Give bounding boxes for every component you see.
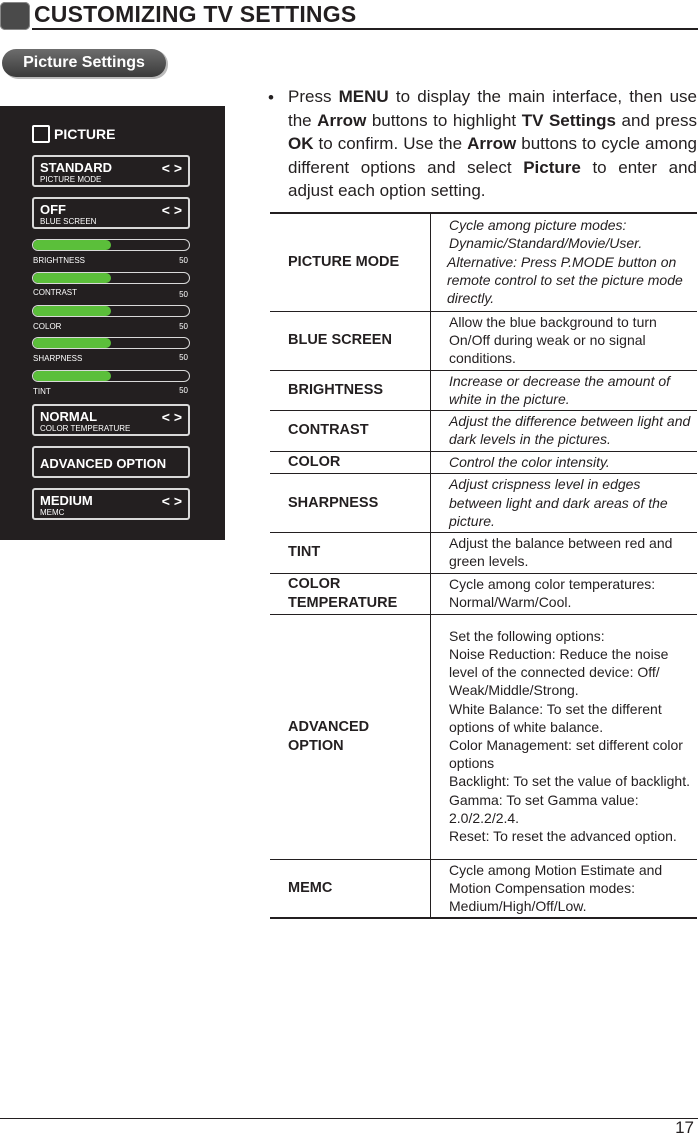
desc-line: Cycle among picture modes: <box>449 217 627 234</box>
setting-description <box>431 213 698 311</box>
key-arrow: Arrow <box>467 134 517 153</box>
slider-label: BRIGHTNESS <box>33 256 86 265</box>
table-row <box>270 474 697 533</box>
brightness-slider[interactable] <box>32 239 190 251</box>
text: buttons to cycle among different options and select <box>288 134 697 177</box>
section-pill: Picture Settings <box>2 49 166 77</box>
menu-option-color-temperature[interactable] <box>32 404 190 436</box>
desc-line: Alternative: Press P.MODE button on remote control to set the picture mode directly. <box>447 253 683 307</box>
option-value: ADVANCED OPTION <box>40 456 167 471</box>
option-label: PICTURE MODE <box>40 175 102 184</box>
sharpness-slider[interactable] <box>32 337 190 349</box>
slider-label: COLOR <box>33 322 62 331</box>
setting-description: Cycle among color temperatures: Normal/Warm/Cool. <box>449 575 656 611</box>
tv-picture-menu <box>0 106 225 540</box>
option-value: NORMAL <box>40 409 98 424</box>
option-value: STANDARD <box>40 160 112 175</box>
table-row <box>270 451 697 473</box>
setting-name <box>270 614 431 859</box>
setting-name: MEMC <box>270 859 431 918</box>
slider-fill <box>33 240 111 250</box>
table-row <box>270 859 697 918</box>
color-slider[interactable] <box>32 305 190 317</box>
option-label: BLUE SCREEN <box>40 217 97 226</box>
setting-name <box>270 573 431 614</box>
header-rule <box>32 28 698 30</box>
contrast-slider[interactable] <box>32 272 190 284</box>
slider-value: 50 <box>179 256 188 265</box>
desc-line: Reset: To reset the advanced option. <box>449 828 677 845</box>
instruction-paragraph <box>288 85 697 203</box>
bullet-dot: • <box>268 88 274 107</box>
slider-label: CONTRAST <box>33 288 77 297</box>
setting-name: BRIGHTNESS <box>270 370 431 410</box>
page-number: 17 <box>675 1118 694 1137</box>
key-arrow: Arrow <box>317 110 367 130</box>
menu-option-picture-mode[interactable] <box>32 155 190 187</box>
desc-line: Backlight: To set the value of backlight. <box>449 773 690 790</box>
table-row <box>270 213 697 311</box>
menu-option-blue-screen[interactable] <box>32 197 190 229</box>
desc-line: Gamma: To set Gamma value: 2.0/2.2/2.4. <box>449 791 639 826</box>
menu-option-memc[interactable] <box>32 488 190 520</box>
setting-name: SHARPNESS <box>270 474 431 533</box>
table-row <box>270 410 697 451</box>
name-line: ADVANCED <box>288 718 370 735</box>
desc-line: White Balance: To set the different options of white balance. <box>449 700 662 735</box>
table-row <box>270 533 697 573</box>
option-value: MEDIUM <box>40 493 93 508</box>
desc-line: Color Management: set different color options <box>449 737 683 772</box>
settings-table <box>270 212 697 919</box>
text: to enter and adjust each option setting. <box>288 157 697 200</box>
option-label: MEMC <box>40 508 65 517</box>
setting-description: Increase or decrease the amount of white in the picture. <box>449 372 671 407</box>
text: to display the main interface, then use the <box>288 87 697 130</box>
setting-description: Cycle among Motion Estimate and Motion Compensation modes: Medium/High/Off/Low. <box>449 861 663 914</box>
setting-description: Adjust the difference between light and dark levels in the pictures. <box>449 413 691 448</box>
text: and press <box>616 110 698 130</box>
menu-tv-settings: TV Settings <box>521 110 617 130</box>
setting-description: Adjust crispness level in edges between light and dark areas of the picture. <box>449 476 668 529</box>
key-ok: OK <box>288 134 314 153</box>
setting-name: CONTRAST <box>270 410 431 451</box>
left-right-arrows-icon: < > <box>161 160 182 176</box>
table-row <box>270 370 697 410</box>
slider-fill <box>33 371 111 381</box>
slider-value: 50 <box>179 322 188 331</box>
menu-title: PICTURE <box>54 126 116 142</box>
name-line: COLOR <box>288 575 341 592</box>
page-title: CUSTOMIZING TV SETTINGS <box>34 1 357 27</box>
menu-option-advanced[interactable] <box>32 446 190 478</box>
checkbox-icon <box>32 125 50 143</box>
tint-slider[interactable] <box>32 370 190 382</box>
option-value: OFF <box>40 202 66 217</box>
setting-name: TINT <box>270 533 431 573</box>
slider-label: TINT <box>33 387 51 396</box>
left-right-arrows-icon: < > <box>161 409 182 425</box>
left-right-arrows-icon: < > <box>161 493 182 509</box>
left-right-arrows-icon: < > <box>161 202 182 218</box>
setting-description <box>431 614 698 859</box>
text: to confirm. Use the <box>313 134 468 153</box>
menu-picture: Picture <box>523 157 581 177</box>
text: Press <box>288 87 339 106</box>
slider-fill <box>33 338 111 348</box>
name-line: TEMPERATURE <box>288 594 398 611</box>
header-square-icon <box>0 2 30 30</box>
desc-line: Set the following options: <box>449 627 605 644</box>
slider-fill <box>33 273 111 283</box>
option-label: COLOR TEMPERATURE <box>40 424 131 433</box>
table-row <box>270 311 697 370</box>
slider-value: 50 <box>179 353 188 362</box>
slider-value: 50 <box>179 290 188 299</box>
footer-rule <box>0 1118 698 1119</box>
setting-description: Adjust the balance between red and green levels. <box>449 535 673 570</box>
desc-line: Noise Reduction: Reduce the noise level of the connected device: Off/ Weak/Middle/Strong. <box>449 646 669 699</box>
desc-line: Dynamic/Standard/Movie/User. <box>449 235 643 252</box>
slider-fill <box>33 306 111 316</box>
setting-name: COLOR <box>270 451 431 473</box>
text: buttons to highlight <box>366 110 522 130</box>
name-line: OPTION <box>288 737 344 754</box>
setting-name: BLUE SCREEN <box>270 311 431 370</box>
setting-name: PICTURE MODE <box>270 213 431 311</box>
table-row <box>270 573 697 614</box>
setting-description: Allow the blue background to turn On/Off during weak or no signal conditions. <box>449 313 657 367</box>
key-menu: MENU <box>338 87 389 106</box>
slider-value: 50 <box>179 386 188 395</box>
slider-label: SHARPNESS <box>33 354 83 363</box>
table-row <box>270 614 697 859</box>
setting-description: Control the color intensity. <box>449 453 610 470</box>
